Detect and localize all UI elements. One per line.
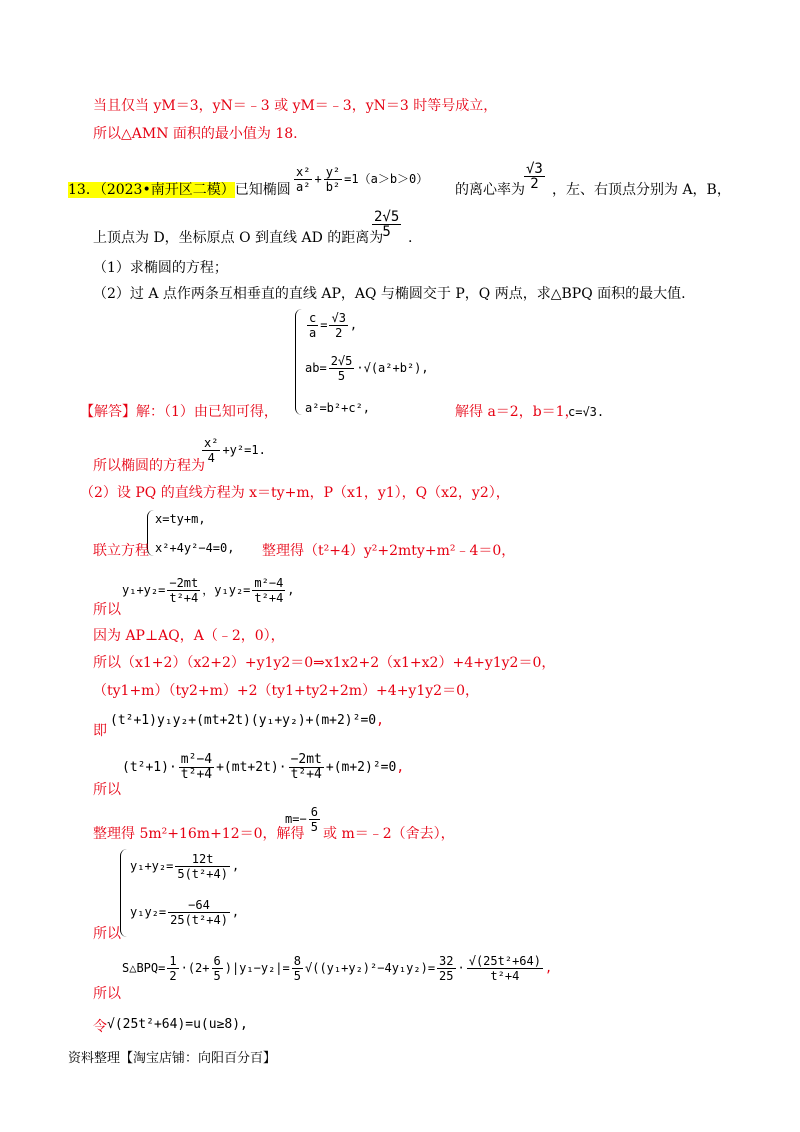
question-number: 13．（2023•南开区二模）: [68, 182, 235, 198]
system-line: x=ty+m,: [155, 512, 206, 526]
text: 因为 AP⊥AQ，A（﹣2，0），: [93, 628, 285, 644]
answer-intro: [80, 403, 278, 421]
system-line: ab= $\frac{2√5}{5}$ ·√(a²+b²),: [305, 354, 429, 383]
text: 所以: [93, 782, 121, 798]
text: 或 m＝﹣2（舍去），: [323, 826, 455, 842]
part-2: （2）过 A 点作两条互相垂直的直线 AP，AQ 与椭圆交于 P，Q 两点，求△BPQ 面积的最大值.: [93, 286, 686, 302]
part-1: （1）求椭圆的方程；: [93, 260, 228, 276]
equation: (t²+1)· $\frac{\text{m²−4}}{\text{t²+4}}$ +(mt+2t)· $\frac{-2mt}{\text{t²+4}}$ +(m+2)²=0,: [122, 752, 405, 782]
text: 即: [93, 723, 107, 739]
c-value: c=√3.: [568, 405, 605, 419]
area-formula: S△BPQ= $\frac{1}{2}$ ·(2+ $\frac{6}{5}$ )|y₁−y₂|= $\frac{8}{5}$ √((y₁+y₂)²−4y₁y₂)= $\frac{32}{25}$ · $\frac{\text{√(25t²+64)}}{\text{t²+4}}$ ,: [122, 954, 553, 983]
system-line: x²+4y²−4=0,: [155, 541, 235, 555]
m-value: m=− $\frac{6}{5}$: [285, 805, 318, 834]
system-line: y₁y₂= $\frac{-64}{\text{25(t²+4)}}$ ,: [130, 898, 240, 927]
system-line: y₁+y₂= $\frac{12t}{\text{5(t²+4)}}$ ,: [130, 852, 240, 881]
text: ，左、右顶点分别为 A，B，: [552, 182, 731, 198]
text: .: [408, 230, 413, 246]
text: 所以: [93, 926, 121, 942]
equation: (t²+1)y₁y₂+(mt+2t)(y₁+y₂)+(m+2)²=0,: [110, 713, 384, 728]
vieta-formulas: y₁+y₂= $\frac{-2mt}{\text{t²+4}}$ ，y₁y₂= $\frac{\text{m²−4}}{\text{t²+4}}$ ,: [122, 576, 295, 605]
text: 已知椭圆: [234, 182, 291, 198]
text: 解得 a＝2，b＝1，: [455, 404, 579, 420]
system-line: a²=b²+c²,: [305, 401, 371, 415]
text: （2）设 PQ 的直线方程为 x＝ty+m，P（x1，y1），Q（x2，y2），: [80, 485, 510, 501]
text: 所以: [93, 602, 121, 618]
text: 解：（1）由已知可得，: [136, 404, 278, 420]
text: （ty1+m）（ty2+m）+2（ty1+ty2+2m）+4+y1y2＝0，: [93, 683, 479, 699]
brace: [120, 849, 127, 937]
answer-tag: 【解答】: [80, 404, 136, 420]
footer: 资料整理【淘宝店铺：向阳百分百】: [68, 1051, 277, 1066]
distance-fraction: $\frac{2√5}{5}$: [374, 209, 400, 240]
brace: [295, 309, 302, 415]
text-line: 所以△AMN 面积的最小值为 18.: [93, 126, 298, 142]
text: 上顶点为 D，坐标原点 O 到直线 AD 的距离为: [93, 230, 384, 246]
text: 整理得（t²+4）y²+2mty+m²﹣4＝0，: [262, 543, 516, 559]
text: 联立方程: [93, 543, 149, 559]
text: 的离心率为: [455, 182, 525, 198]
text: 整理得 5m²+16m+12＝0，解得: [93, 826, 305, 842]
eccentricity-fraction: $\frac{√3}{2}$: [526, 161, 543, 192]
text: 所以（x1+2）（x2+2）+y1y2＝0⇒x1x2+2（x1+x2）+4+y1y2＝0，: [93, 655, 556, 671]
substitution: √(25t²+64)=u(u≥8),: [107, 1017, 248, 1032]
question-heading: [68, 181, 291, 199]
text: 所以: [93, 986, 121, 1002]
text-line: 当且仅当 yM＝3，yN＝﹣3 或 yM＝﹣3，yN＝3 时等号成立，: [93, 98, 498, 114]
ellipse-result: $\frac{\text{x²}}{4}$ +y²=1.: [204, 436, 266, 465]
system-line: $\frac{c}{a}$ = $\frac{√3}{2}$ ,: [309, 311, 358, 340]
ellipse-equation: $\frac{\text{x²}}{\text{a²}}$ + $\frac{\text{y²}}{\text{b²}}$ =1（a＞b＞0）: [296, 165, 429, 194]
text: 令: [93, 1019, 107, 1035]
text: 所以椭圆的方程为: [93, 458, 205, 474]
